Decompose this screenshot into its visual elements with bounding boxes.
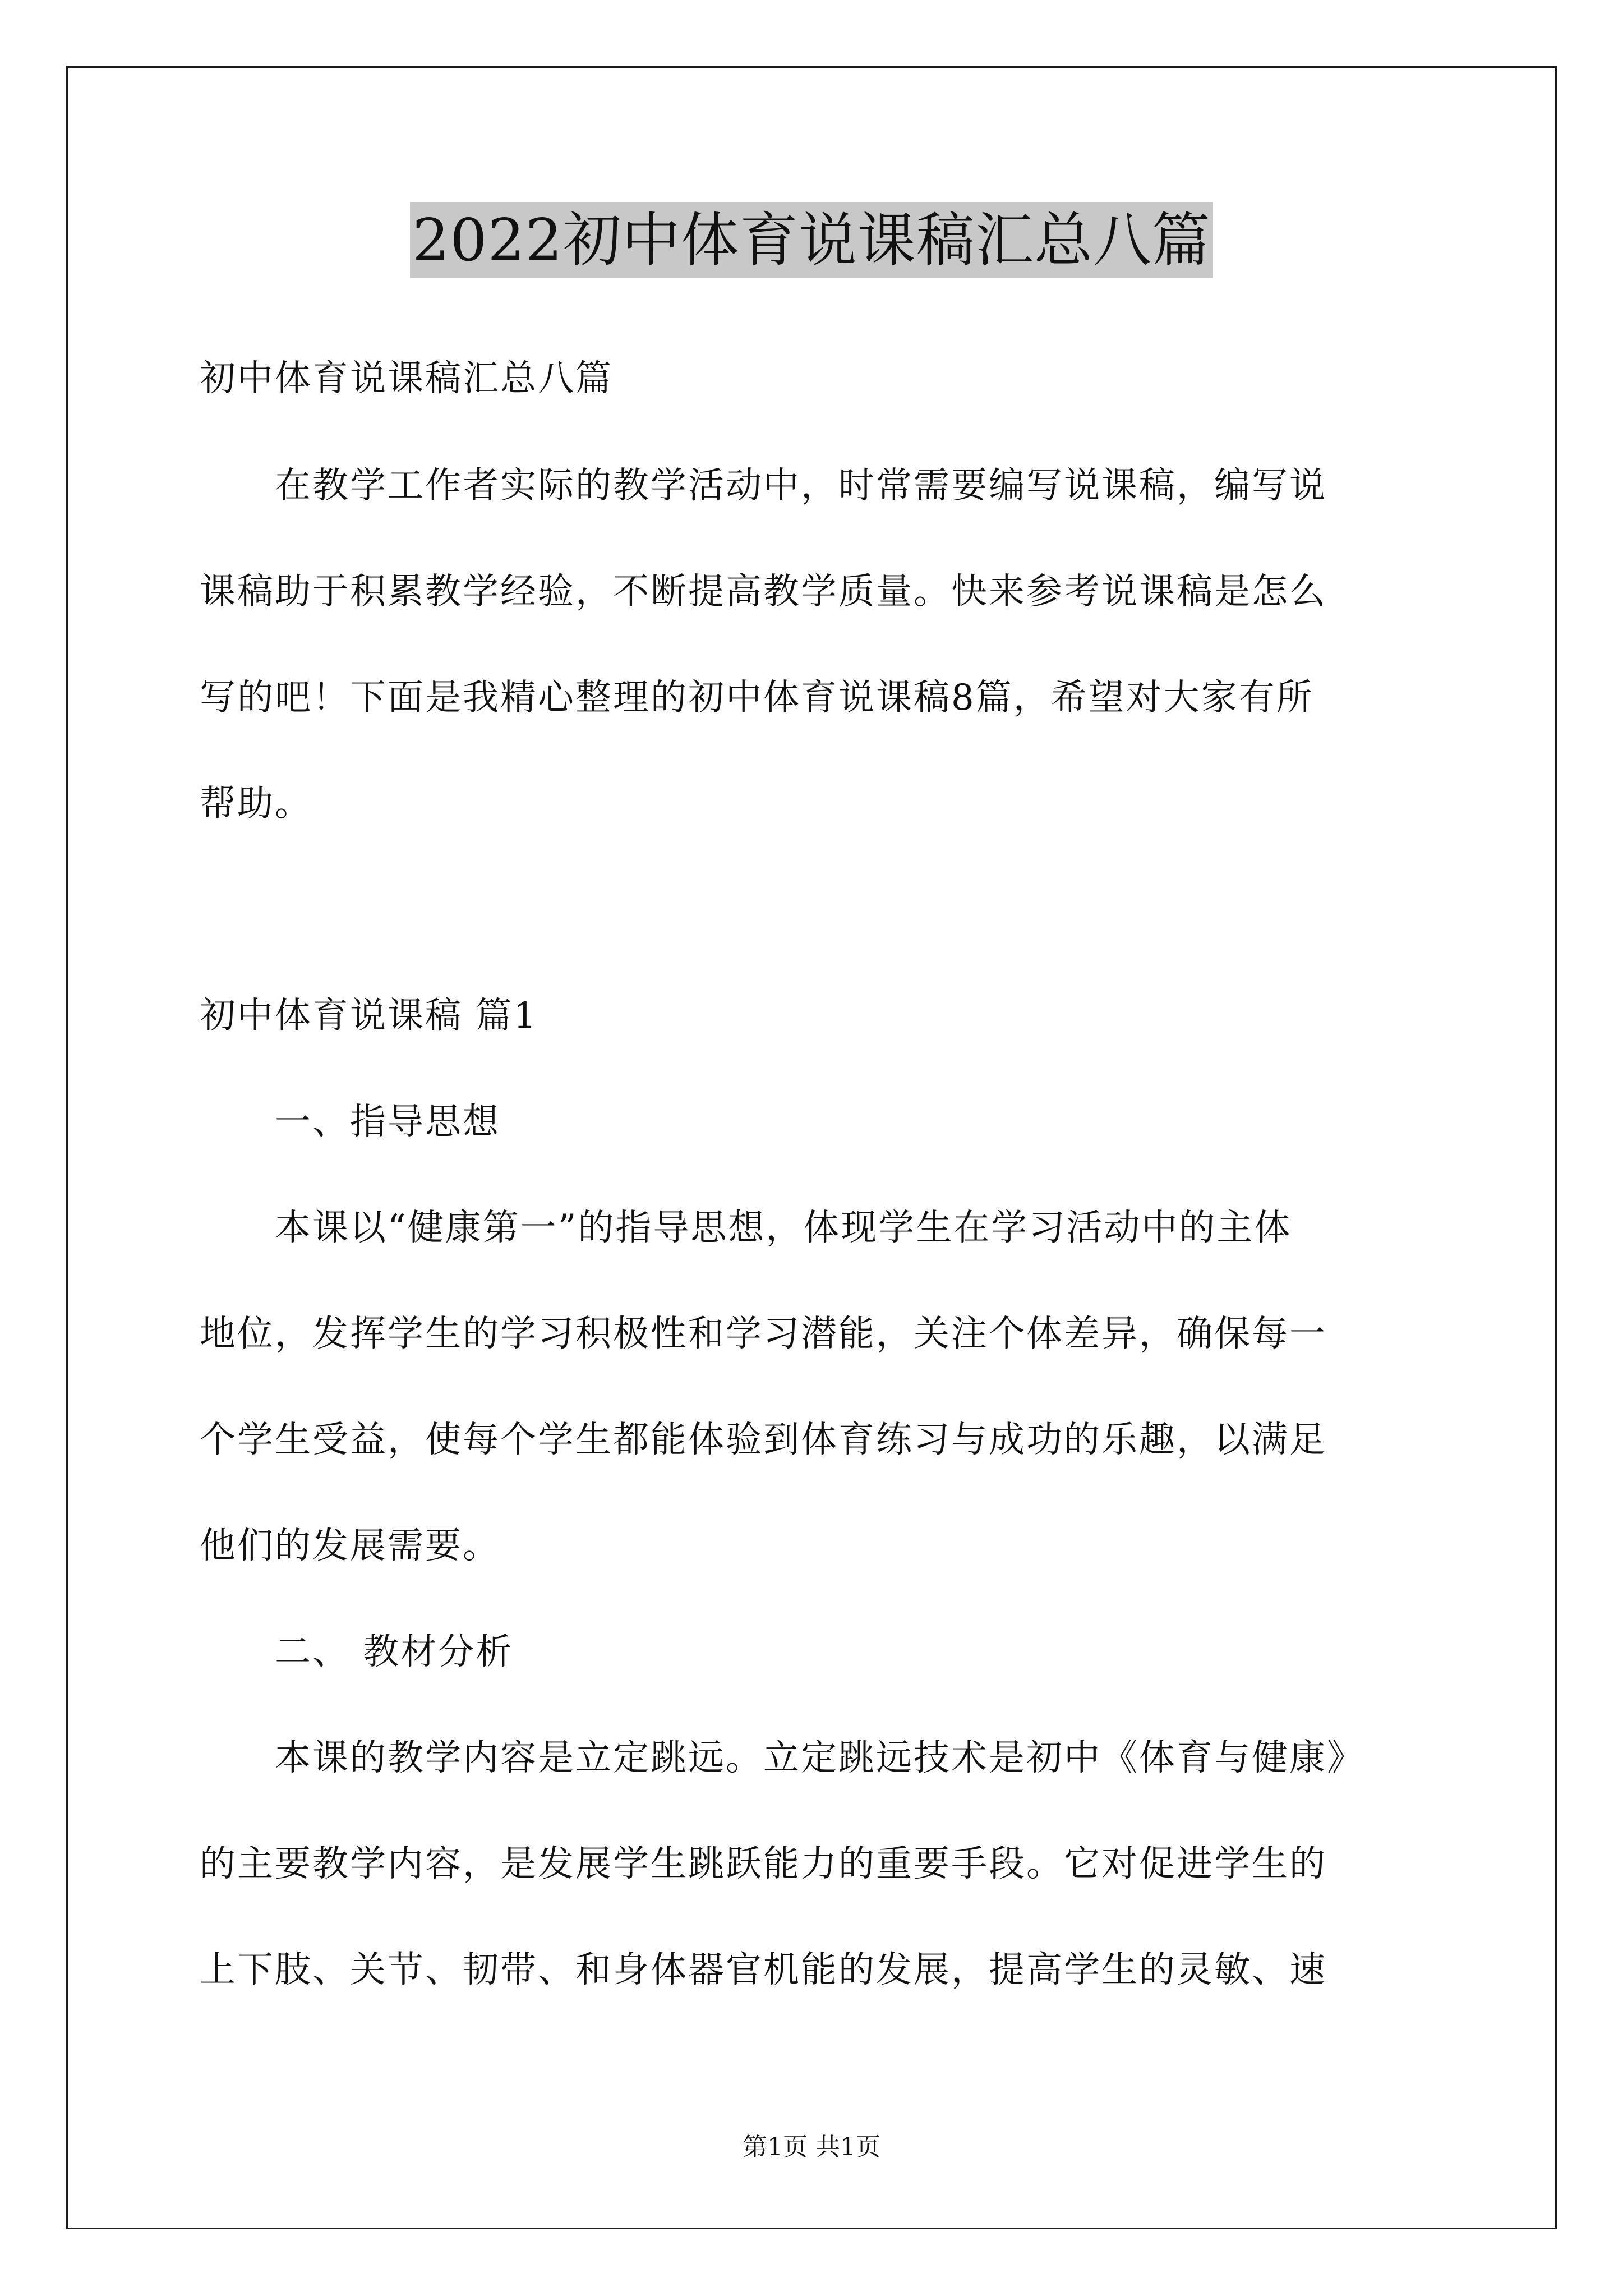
section-heading: 初中体育说课稿 篇1 (200, 995, 538, 1037)
text-line: 上下肢、关节、韧带、和身体器官机能的发展，提高学生的灵敏、速 (200, 1949, 1327, 1991)
text-line: 课稿助于积累教学经验，不断提高教学质量。快来参考说课稿是怎么 (200, 571, 1327, 613)
document-title: 2022初中体育说课稿汇总八篇 (410, 202, 1213, 278)
subheading: 二、 教材分析 (200, 1631, 514, 1673)
text-line: 在教学工作者实际的教学活动中，时常需要编写说课稿，编写说 (200, 465, 1327, 507)
text-line: 写的吧！下面是我精心整理的初中体育说课稿8篇，希望对大家有所 (200, 677, 1314, 719)
title-container (0, 202, 1623, 278)
page-number-footer: 第1页 共1页 (743, 2133, 880, 2161)
subheading: 一、指导思想 (200, 1101, 500, 1143)
text-line: 帮助。 (200, 783, 312, 825)
text-line: 本课以“健康第一”的指导思想，体现学生在学习活动中的主体 (200, 1207, 1292, 1249)
text-line: 初中体育说课稿汇总八篇 (200, 358, 613, 399)
text-line: 个学生受益，使每个学生都能体验到体育练习与成功的乐趣，以满足 (200, 1419, 1327, 1461)
text-line: 本课的教学内容是立定跳远。立定跳远技术是初中《体育与健康》 (200, 1737, 1364, 1779)
text-line: 他们的发展需要。 (200, 1525, 500, 1567)
text-line: 的主要教学内容，是发展学生跳跃能力的重要手段。它对促进学生的 (200, 1843, 1327, 1885)
text-line: 地位，发挥学生的学习积极性和学习潜能，关注个体差异，确保每一 (200, 1313, 1327, 1355)
